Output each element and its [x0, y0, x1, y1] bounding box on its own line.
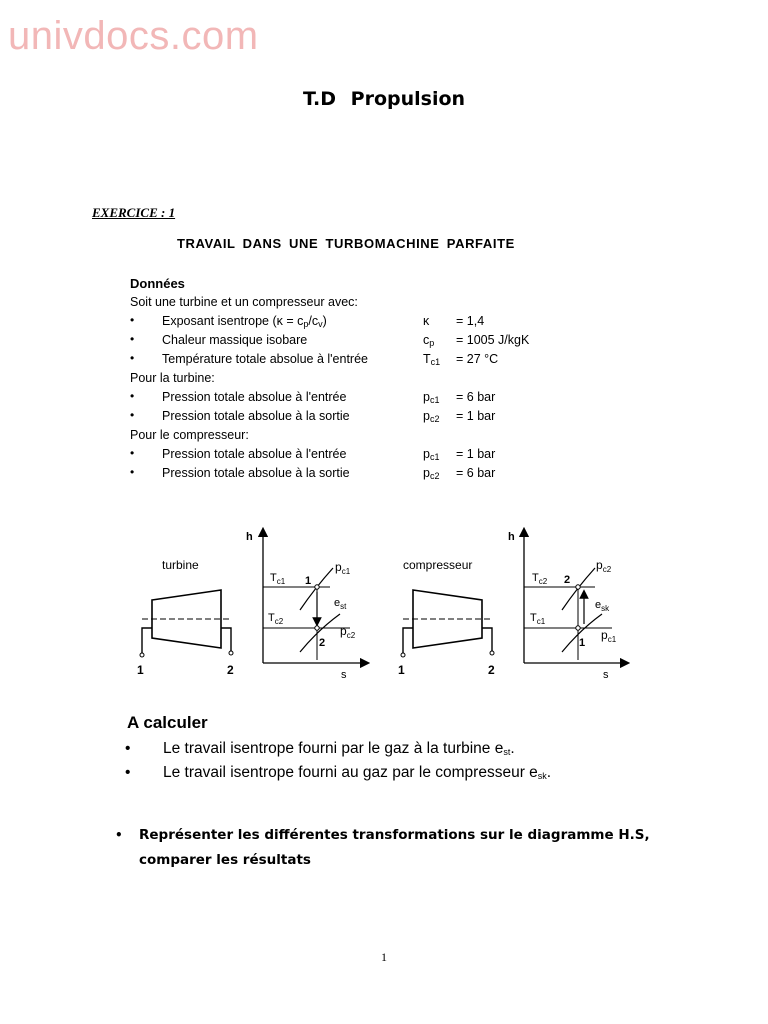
label-tc2: $T_{c2}$: [532, 572, 548, 586]
represent-instruction: [115, 823, 650, 873]
calcul-heading: A calculer: [127, 713, 208, 732]
data-symbol: $p_{c2}$: [423, 466, 440, 481]
calcul-item-turbine: • Le travail isentrope fourni par le gaz à la turbine $e_{st}$.: [125, 740, 515, 757]
compressor-hs-diagram: [508, 531, 625, 681]
label-tc2: $T_{c2}$: [268, 612, 284, 626]
label-pc1: $p_{c1}$: [335, 560, 351, 576]
data-value: = 1 bar: [456, 447, 496, 461]
data-value: = 6 bar: [456, 466, 496, 480]
label-pc1: $p_{c1}$: [601, 628, 617, 644]
data-label: Pression totale absolue à l'entrée: [162, 390, 347, 404]
compressor-node-1: 1: [398, 663, 405, 677]
data-label: Température totale absolue à l'entrée: [162, 352, 368, 366]
represent-line1: Représenter les différentes transformations sur le diagramme H.S,: [139, 827, 650, 843]
bullet-icon: •: [130, 408, 135, 422]
data-value: = 1005 J/kgK: [456, 333, 530, 347]
donnees-intro: Soit une turbine et un compresseur avec:: [130, 295, 358, 309]
compressor-schematic: [398, 558, 495, 677]
turbine-label: turbine: [162, 558, 199, 572]
axis-h-label: h: [246, 531, 253, 543]
section-title: TRAVAIL DANS UNE TURBOMACHINE PARFAITE: [177, 236, 515, 251]
bullet-icon: •: [130, 313, 135, 327]
calcul-item-compressor: • Le travail isentrope fourni au gaz par le compresseur $e_{sk}$.: [125, 764, 552, 781]
data-symbol: $c_p$: [423, 333, 435, 348]
compressor-label: compresseur: [403, 558, 473, 572]
page-number: 1: [381, 950, 387, 964]
donnees-heading: Données: [130, 276, 185, 291]
turbomachine-figure: [0, 520, 768, 690]
label-est: $e_{st}$: [334, 597, 347, 611]
bullet-icon: •: [130, 446, 135, 460]
turbine-hs-diagram: [246, 531, 365, 681]
data-symbol: $p_{c2}$: [423, 409, 440, 424]
label-tc1: $T_{c1}$: [270, 572, 286, 586]
turbine-heading: Pour la turbine:: [130, 371, 215, 385]
represent-line2: comparer les résultats: [139, 852, 311, 868]
title-part2: Propulsion: [350, 88, 466, 110]
turbine-schematic: [137, 558, 234, 677]
label-esk: $e_{sk}$: [595, 599, 610, 613]
exercise-label: EXERCICE : 1: [92, 205, 176, 220]
compressor-heading: Pour le compresseur:: [130, 428, 249, 442]
axis-s-label: s: [341, 669, 347, 681]
state-1: 1: [579, 637, 586, 649]
page-title: [0, 88, 768, 110]
data-symbol: κ: [423, 314, 430, 328]
data-symbol: $p_{c1}$: [423, 390, 440, 405]
state-2: 2: [319, 637, 326, 649]
watermark: univdocs.com: [8, 14, 259, 58]
turbine-node-1: 1: [137, 663, 144, 677]
axis-h-label: h: [508, 531, 515, 543]
data-label: Pression totale absolue à la sortie: [162, 409, 350, 423]
data-value: = 6 bar: [456, 390, 496, 404]
compressor-node-2: 2: [488, 663, 495, 677]
label-pc2: $p_{c2}$: [340, 624, 356, 640]
state-1: 1: [305, 575, 312, 587]
data-symbol: $T_{c1}$: [423, 352, 441, 367]
data-label: Pression totale absolue à l'entrée: [162, 447, 347, 461]
title-part1: T.D: [302, 88, 337, 110]
bullet-icon: •: [130, 465, 135, 479]
bullet-icon: •: [130, 332, 135, 346]
data-label: Chaleur massique isobare: [162, 333, 308, 347]
data-symbol: $p_{c1}$: [423, 447, 440, 462]
label-pc2: $p_{c2}$: [596, 558, 612, 574]
data-label: Pression totale absolue à la sortie: [162, 466, 350, 480]
bullet-icon: •: [115, 828, 123, 842]
label-tc1: $T_{c1}$: [530, 612, 546, 626]
data-value: = 1 bar: [456, 409, 496, 423]
bullet-icon: •: [125, 740, 131, 757]
bullet-icon: •: [125, 764, 131, 781]
data-label: Exposant isentrope $(\kappa = c_p/c_v)$: [162, 314, 327, 329]
state-2: 2: [564, 574, 571, 586]
data-value: = 1,4: [456, 314, 485, 328]
turbine-node-2: 2: [227, 663, 234, 677]
data-value: = 27 °C: [456, 352, 499, 366]
bullet-icon: •: [130, 351, 135, 365]
axis-s-label: s: [603, 669, 609, 681]
bullet-icon: •: [130, 389, 135, 403]
